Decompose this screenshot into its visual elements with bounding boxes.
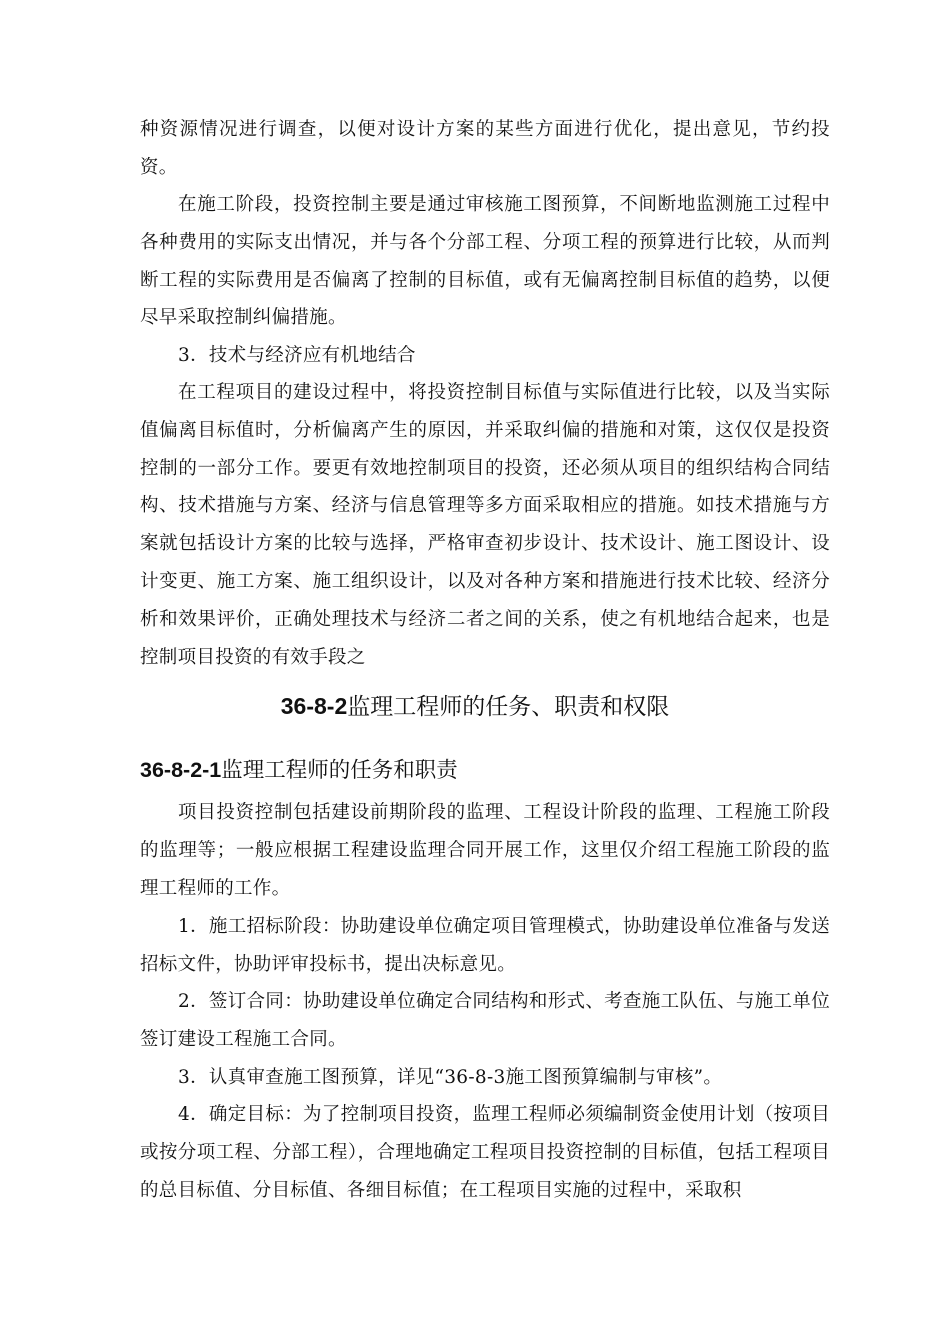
list-item-1-bidding: 1．施工招标阶段：协助建设单位确定项目管理模式，协助建设单位准备与发送招标文件，协助评审投标书，提出决标意见。: [140, 916, 830, 975]
section-heading: [0, 690, 950, 723]
section-title: 监理工程师的任务、职责和权限: [347, 694, 670, 720]
paragraph-resource-survey: 种资源情况进行调查，以便对设计方案的某些方面进行优化，提出意见，节约投资。: [140, 119, 830, 178]
list-item-2-contract: 2．签订合同：协助建设单位确定合同结构和形式、考查施工队伍、与施工单位签订建设工程施工合同。: [140, 991, 830, 1050]
list-item-3-budget-review: 3．认真审查施工图预算，详见“36-8-3施工图预算编制与审核”。: [178, 1067, 723, 1088]
paragraph-construction-stage: 在施工阶段，投资控制主要是通过审核施工图预算，不间断地监测施工过程中各种费用的实际支出情况，并与各个分部工程、分项工程的预算进行比较，从而判断工程的实际费用是否偏离了控制的目标值，或有无偏离控制目标值的趋势，以便尽早采取控制纠偏措施。: [140, 194, 830, 329]
subsection-number: 36-8-2-1: [140, 758, 222, 782]
paragraph-investment-control-scope: 项目投资控制包括建设前期阶段的监理、工程设计阶段的监理、工程施工阶段的监理等；一般应根据工程建设监理合同开展工作，这里仅介绍工程施工阶段的监理工程师的工作。: [140, 802, 830, 899]
subsection-title: 监理工程师的任务和职责: [221, 758, 458, 783]
paragraph-tech-economy: 在工程项目的建设过程中，将投资控制目标值与实际值进行比较，以及当实际值偏离目标值时，分析偏离产生的原因，并采取纠偏的措施和对策，这仅仅是投资控制的一部分工作。要更有效地控制项目的投资，还必须从项目的组织结构合同结构、技术措施与方案、经济与信息管理等多方面采取相应的措施。如技术措施与方案就包括设计方案的比较与选择，严格审查初步设计、技术设计、施工图设计、设计变更、施工方案、施工组织设计，以及对各种方案和措施进行技术比较、经济分析和效果评价，正确处理技术与经济二者之间的关系，使之有机地结合起来，也是控制项目投资的有效手段之: [140, 382, 830, 668]
item-heading-tech-economy: 3．技术与经济应有机地结合: [178, 345, 416, 366]
section-number: 36-8-2: [280, 693, 348, 719]
subsection-heading: [140, 755, 830, 786]
list-item-4-targets: 4．确定目标：为了控制项目投资，监理工程师必须编制资金使用计划（按项目或按分项工程、分部工程），合理地确定工程项目投资控制的目标值，包括工程项目的总目标值、分目标值、各细目标值；在工程项目实施的过程中，采取积: [140, 1104, 830, 1201]
